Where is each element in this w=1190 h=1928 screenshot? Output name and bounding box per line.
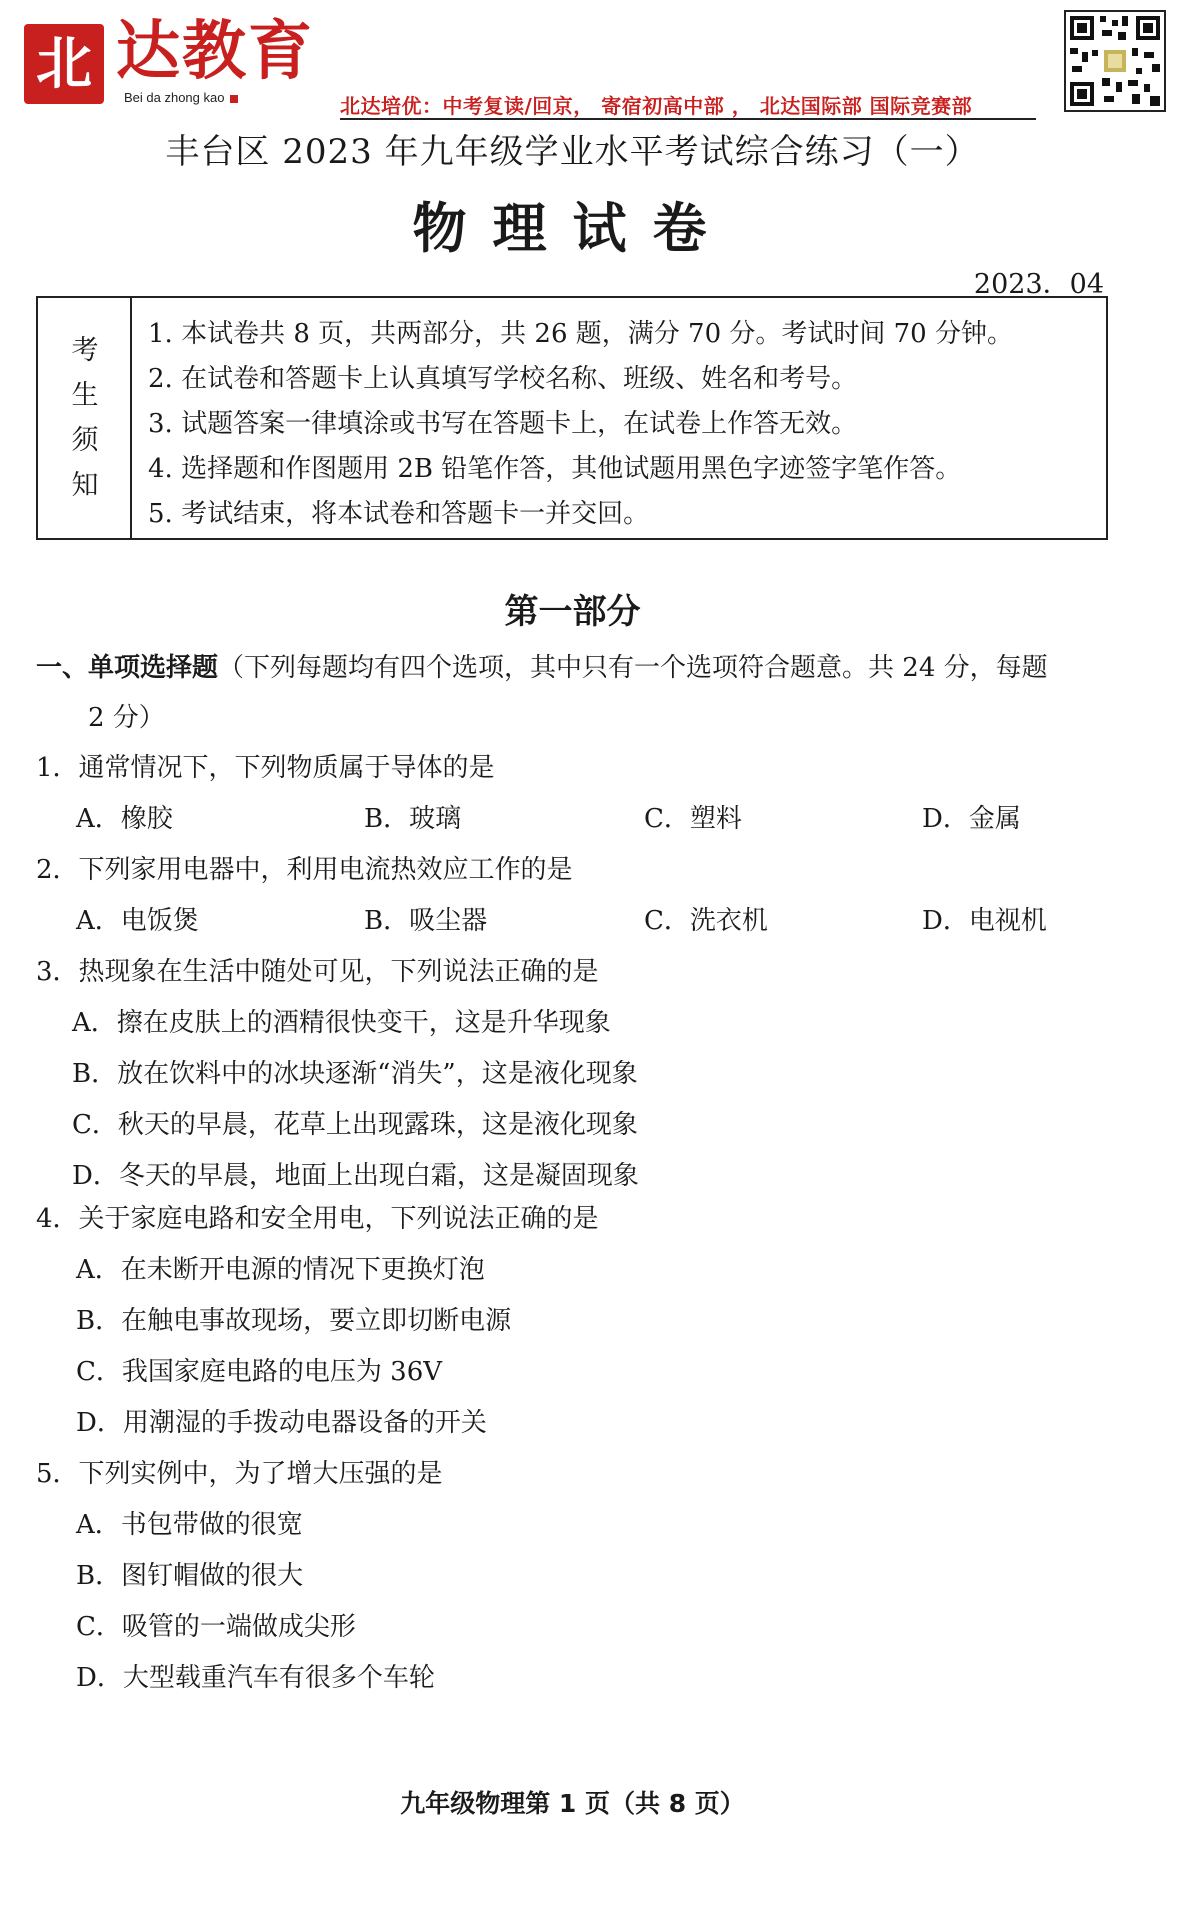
option: C．塑料	[644, 804, 742, 834]
option: D．冬天的早晨，地面上出现白霜，这是凝固现象	[72, 1161, 639, 1191]
option: B．玻璃	[364, 804, 462, 834]
question-stem: 3．热现象在生活中随处可见，下列说法正确的是	[36, 957, 599, 987]
logo-square-icon	[230, 95, 238, 103]
option: B．放在饮料中的冰块逐渐“消失”，这是液化现象	[72, 1059, 638, 1089]
section-heading-line	[36, 650, 1048, 686]
exam-date: 2023．04	[973, 269, 1104, 300]
question-stem: 1．通常情况下，下列物质属于导体的是	[36, 753, 495, 783]
logo-text: 达教育	[116, 14, 314, 89]
notice-label-char: 生	[71, 380, 99, 411]
option: B．在触电事故现场，要立即切断电源	[76, 1306, 512, 1336]
header	[24, 10, 1166, 120]
option: A．在未断开电源的情况下更换灯泡	[76, 1255, 485, 1285]
notice-label-char: 知	[71, 470, 99, 501]
option: A．擦在皮肤上的酒精很快变干，这是升华现象	[72, 1008, 611, 1038]
part-title: 第一部分	[504, 592, 641, 632]
qr-code-graphic	[1066, 12, 1164, 110]
option: C．我国家庭电路的电压为 36V	[76, 1357, 443, 1387]
option: D．金属	[922, 804, 1021, 834]
notice-box	[36, 296, 1108, 540]
notice-label-char: 考	[71, 335, 99, 366]
notice-items	[148, 312, 1013, 537]
option: A．书包带做的很宽	[76, 1510, 303, 1540]
notice-item: 4. 选择题和作图题用 2B 铅笔作答，其他试题用黑色字迹签字笔作答。	[148, 454, 962, 484]
page-footer: 九年级物理第 1 页（共 8 页）	[400, 1789, 745, 1818]
qr-code-icon	[1064, 10, 1166, 112]
banner-divider	[340, 118, 1036, 120]
section-description: （下列每题均有四个选项，其中只有一个选项符合题意。共 24 分，每题	[218, 653, 1048, 683]
question-stem: 2．下列家用电器中，利用电流热效应工作的是	[36, 855, 573, 885]
option: A．橡胶	[76, 804, 173, 834]
question-stem: 4．关于家庭电路和安全用电，下列说法正确的是	[36, 1204, 599, 1234]
section-description-cont: 2 分）	[88, 703, 165, 733]
option: C．吸管的一端做成尖形	[76, 1612, 356, 1642]
notice-label	[38, 298, 132, 538]
notice-label-char: 须	[71, 425, 99, 456]
exam-title: 丰台区 2023 年九年级学业水平考试综合练习（一）	[165, 132, 980, 172]
question-stem: 5．下列实例中，为了增大压强的是	[36, 1459, 443, 1489]
option: C．洗衣机	[644, 906, 768, 936]
logo-subtitle-text: Bei da zhong kao	[124, 90, 225, 105]
notice-item: 5. 考试结束，将本试卷和答题卡一并交回。	[148, 499, 650, 529]
option: D．用潮湿的手拨动电器设备的开关	[76, 1408, 487, 1438]
notice-item: 1. 本试卷共 8 页，共两部分，共 26 题，满分 70 分。考试时间 70 分钟。	[148, 319, 1013, 349]
option: B．图钉帽做的很大	[76, 1561, 304, 1591]
logo-subtitle	[124, 90, 238, 105]
section-heading: 一、单项选择题	[36, 653, 219, 683]
subject-title: 物理试卷	[412, 197, 733, 260]
notice-item: 2. 在试卷和答题卡上认真填写学校名称、班级、姓名和考号。	[148, 364, 858, 394]
option: C．秋天的早晨，花草上出现露珠，这是液化现象	[72, 1110, 638, 1140]
option: D．大型载重汽车有很多个车轮	[76, 1663, 435, 1693]
option: A．电饭煲	[76, 906, 199, 936]
logo-glyph: 北	[36, 31, 92, 97]
option: D．电视机	[922, 906, 1047, 936]
promo-banner: 北达培优：中考复读/回京， 寄宿初高中部 ， 北达国际部 国际竞赛部	[340, 94, 973, 118]
logo-mark	[24, 24, 104, 104]
notice-item: 3. 试题答案一律填涂或书写在答题卡上，在试卷上作答无效。	[148, 409, 858, 439]
option: B．吸尘器	[364, 906, 488, 936]
